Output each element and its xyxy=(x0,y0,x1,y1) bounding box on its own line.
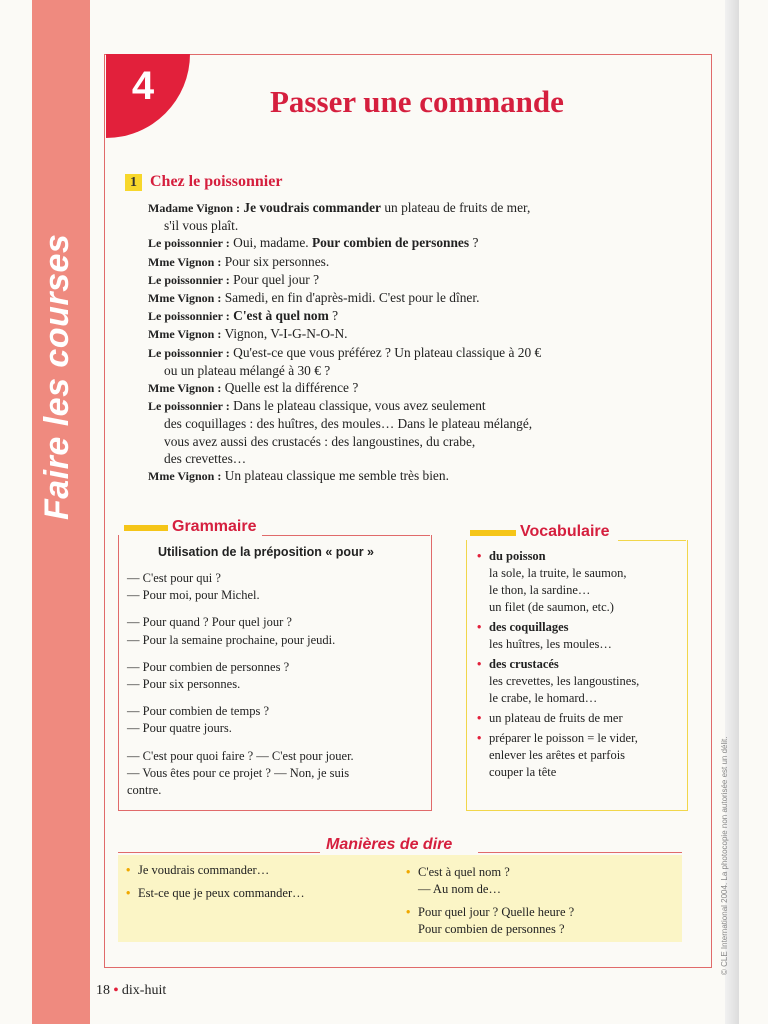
dialogue-line xyxy=(148,433,618,450)
example-line: contre. xyxy=(127,783,162,798)
bullet-icon: • xyxy=(126,863,131,877)
dialogue-line xyxy=(148,307,618,325)
vocabulaire-label: Vocabulaire xyxy=(516,523,614,541)
page-number-words: dix-huit xyxy=(121,983,167,998)
grammaire-subtitle: Utilisation de la préposition « pour » xyxy=(158,545,374,559)
dialogue-line xyxy=(148,344,618,362)
speaker: Mme Vignon : xyxy=(148,469,222,484)
speaker: Le poissonnier : xyxy=(148,272,230,287)
example-line: — Pour six personnes. xyxy=(127,677,241,692)
expression-line: — Au nom de… xyxy=(418,882,501,896)
spacer xyxy=(127,604,422,614)
vocab-line: les huîtres, les moules… xyxy=(489,637,612,651)
vocab-line: couper la tête xyxy=(489,765,557,779)
manieres-rule-right xyxy=(478,852,682,853)
bullet-icon: • xyxy=(126,886,131,900)
vocabulaire-list xyxy=(477,548,682,781)
dialogue-line xyxy=(148,271,618,289)
speaker: Le poissonnier : xyxy=(148,345,230,360)
line-text: Un plateau classique me semble très bien. xyxy=(221,468,449,484)
speaker: Mme Vignon : xyxy=(148,327,222,342)
vocab-heading: des coquillages xyxy=(489,620,569,634)
example-line: — Pour quand ? Pour quel jour ? xyxy=(127,615,292,630)
speaker: Mme Vignon : xyxy=(148,254,222,269)
dialogue-line xyxy=(148,362,618,379)
example-line: — C'est pour qui ? xyxy=(127,571,221,585)
line-text: Oui, madame. xyxy=(229,235,312,251)
manieres-left xyxy=(126,862,376,902)
expression-text: Pour quel jour ? Quelle heure ? xyxy=(418,905,575,919)
grammaire-examples xyxy=(127,570,422,799)
example-line: — Pour moi, pour Michel. xyxy=(127,588,260,603)
expression-text: C'est à quel nom ? xyxy=(418,865,510,879)
line-text: ? xyxy=(328,308,339,324)
dialogue-line xyxy=(148,253,618,271)
grammaire-label: Grammaire xyxy=(168,518,261,536)
bullet-icon: • xyxy=(477,549,482,563)
page-number: 18 xyxy=(96,983,110,998)
dialogue-line xyxy=(148,379,618,397)
vocab-text: préparer le poisson = le vider, xyxy=(489,731,638,745)
spacer xyxy=(127,693,422,703)
bullet-icon: • xyxy=(477,711,482,725)
line-text: ? xyxy=(469,235,479,251)
dialogue-line xyxy=(148,234,618,252)
vocab-line: un filet (de saumon, etc.) xyxy=(489,600,614,614)
line-text: Pour six personnes. xyxy=(221,253,330,269)
expression-line: Pour combien de personnes ? xyxy=(418,922,565,936)
grammaire-marker xyxy=(124,525,168,531)
expression-item xyxy=(126,862,376,879)
speaker: Le poissonnier : xyxy=(148,399,230,414)
dialogue-line xyxy=(148,467,618,485)
section-title: Chez le poissonnier xyxy=(150,173,283,190)
bullet-icon: • xyxy=(477,731,482,745)
bullet-icon: • xyxy=(113,983,119,998)
key-phrase: Pour combien de personnes xyxy=(311,235,470,251)
manieres-right xyxy=(406,864,676,938)
speaker: Le poissonnier : xyxy=(148,309,230,324)
grammaire-rule xyxy=(262,535,430,536)
vocab-line: la sole, la truite, le saumon, xyxy=(489,566,627,580)
vocabulaire-marker xyxy=(470,530,516,536)
dialogue-line xyxy=(148,289,618,307)
spacer xyxy=(127,738,422,748)
vocab-line: le crabe, le homard… xyxy=(489,691,598,705)
line-text: ou un plateau mélangé à 30 € ? xyxy=(164,362,331,378)
expression-item xyxy=(406,864,676,881)
dialogue-line xyxy=(148,199,618,217)
content-frame xyxy=(104,54,712,968)
expression-item xyxy=(126,885,376,902)
speaker: Mme Vignon : xyxy=(148,381,222,396)
vocab-heading: du poisson xyxy=(489,549,546,563)
page-title: Passer une commande xyxy=(270,84,564,119)
chapter-title: Faire les courses xyxy=(38,233,76,520)
dialogue-line xyxy=(148,217,618,234)
vocab-item xyxy=(477,619,682,636)
copyright-credit: © CLE International 2004. La photocopie non autorisée est un délit. xyxy=(720,736,729,975)
key-phrase: C'est à quel nom xyxy=(233,308,329,324)
bullet-icon: • xyxy=(477,657,482,671)
example-line: — Pour combien de temps ? xyxy=(127,704,269,719)
dialogue-line xyxy=(148,325,618,343)
dialogue-line xyxy=(148,450,618,467)
vocab-text: un plateau de fruits de mer xyxy=(489,711,623,725)
example-line: — Pour la semaine prochaine, pour jeudi. xyxy=(127,632,336,647)
line-text: vous avez aussi des crustacés : des langoustines, du crabe, xyxy=(164,433,476,449)
dialogue xyxy=(148,199,618,485)
vocab-item xyxy=(477,548,682,565)
line-text: Dans le plateau classique, vous avez seulement xyxy=(229,398,486,414)
vocab-item xyxy=(477,656,682,673)
section-number: 1 xyxy=(125,174,142,191)
line-text: des coquillages : des huîtres, des moules… Dans le plateau mélangé, xyxy=(164,416,533,432)
dialogue-line xyxy=(148,397,618,415)
line-text: un plateau de fruits de mer, xyxy=(381,200,531,215)
manieres-label: Manières de dire xyxy=(322,836,456,854)
line-text: Samedi, en fin d'après-midi. C'est pour le dîner. xyxy=(221,290,480,306)
example-line: — Vous êtes pour ce projet ? — Non, je suis xyxy=(127,765,350,780)
page-footer xyxy=(96,983,166,999)
dialogue-line xyxy=(148,415,618,432)
speaker: Mme Vignon : xyxy=(148,291,222,306)
vocab-item xyxy=(477,730,682,747)
example-line: — C'est pour quoi faire ? — C'est pour jouer. xyxy=(127,748,354,763)
vocabulaire-rule xyxy=(618,540,686,541)
expression-item xyxy=(406,904,676,921)
bullet-icon: • xyxy=(406,865,411,879)
speaker: Le poissonnier : xyxy=(148,236,230,251)
manieres-rule-left xyxy=(118,852,320,853)
vocab-heading: des crustacés xyxy=(489,657,559,671)
vocab-line: enlever les arêtes et parfois xyxy=(489,748,626,762)
bullet-icon: • xyxy=(477,620,482,634)
speaker: Madame Vignon : xyxy=(148,201,241,215)
line-text: Qu'est-ce que vous préférez ? Un plateau classique à 20 € xyxy=(229,344,542,360)
line-text: s'il vous plaît. xyxy=(164,218,239,234)
line-text: Quelle est la différence ? xyxy=(221,380,359,396)
bullet-icon: • xyxy=(406,905,411,919)
example-line: — Pour combien de personnes ? xyxy=(127,659,290,674)
line-text: Pour quel jour ? xyxy=(229,271,320,287)
line-text: Vignon, V-I-G-N-O-N. xyxy=(221,326,348,342)
vocab-item xyxy=(477,710,682,727)
unit-number: 4 xyxy=(131,64,155,108)
expression-text: Est-ce que je peux commander… xyxy=(138,886,305,900)
vocab-line: les crevettes, les langoustines, xyxy=(489,674,640,688)
line-text: des crevettes… xyxy=(164,450,247,466)
vocab-line: le thon, la sardine… xyxy=(489,583,591,597)
expression-text: Je voudrais commander… xyxy=(138,863,270,877)
example-line: — Pour quatre jours. xyxy=(127,721,232,736)
spacer xyxy=(127,649,422,659)
key-phrase: Je voudrais commander xyxy=(243,200,381,215)
